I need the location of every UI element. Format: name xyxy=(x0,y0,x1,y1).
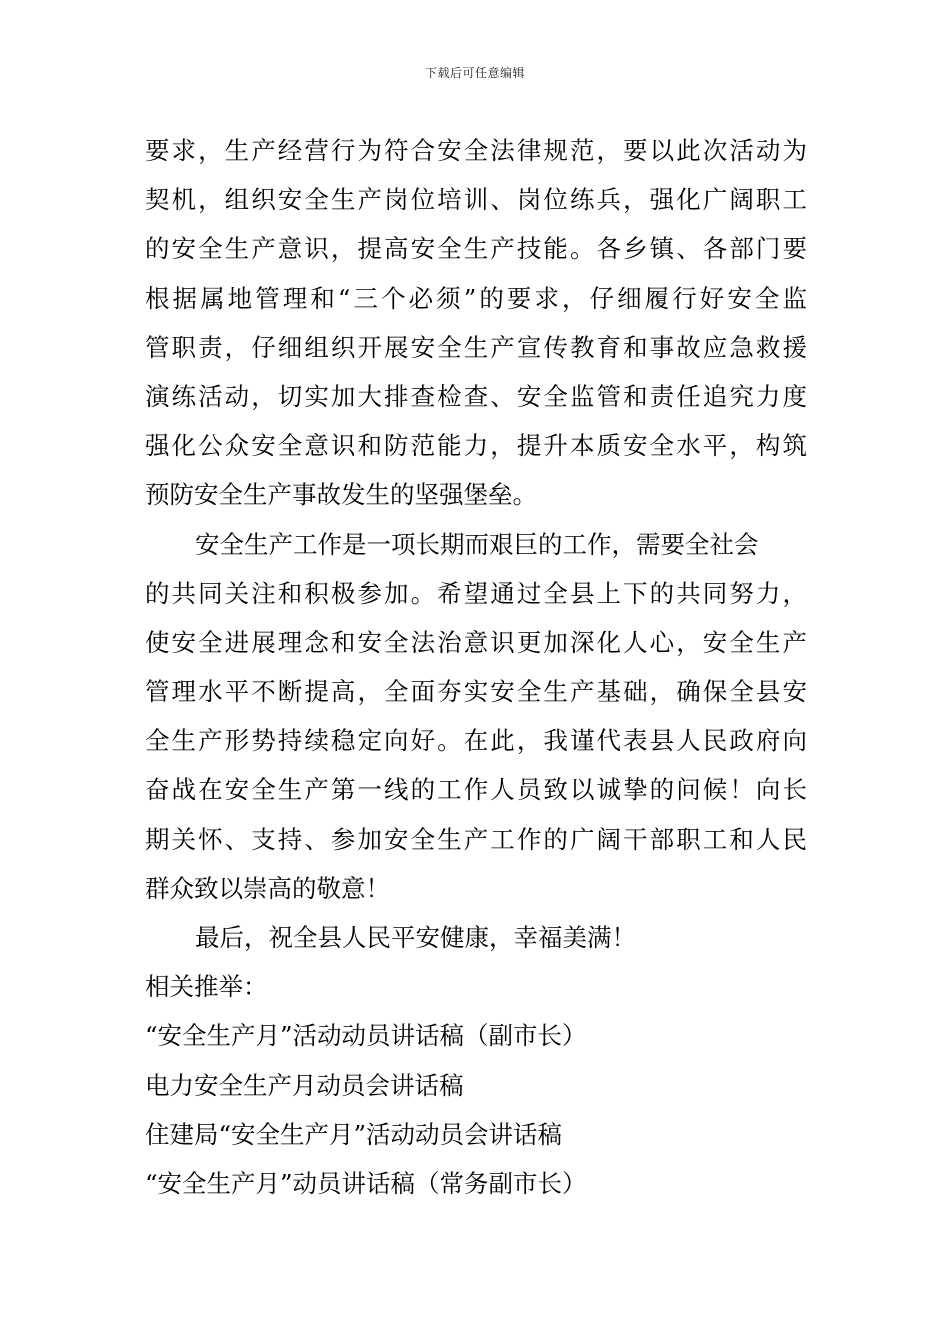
related-link[interactable]: “安全生产月”活动动员讲话稿（副市长） xyxy=(145,1021,587,1051)
paragraph-line: 全生产形势持续稳定向好。在此，我谨代表县人民政府向 xyxy=(145,726,807,756)
paragraph-line: 的安全生产意识，提高安全生产技能。各乡镇、各部门要 xyxy=(145,234,807,264)
paragraph-line: 群众致以崇高的敬意！ xyxy=(145,873,390,903)
paragraph-line: 期关怀、支持、参加安全生产工作的广阔干部职工和人民 xyxy=(145,824,807,854)
paragraph-line: 预防安全生产事故发生的坚强堡垒。 xyxy=(145,480,537,510)
related-link[interactable]: 住建局“安全生产月”活动动员会讲话稿 xyxy=(145,1119,563,1149)
paragraph-line: 奋战在安全生产第一线的工作人员致以诚挚的问候！向长 xyxy=(145,775,807,805)
related-heading: 相关推举： xyxy=(145,972,268,1002)
related-section xyxy=(145,962,807,1208)
page-header-note: 下载后可任意编辑 xyxy=(424,66,525,80)
paragraph-line: 最后，祝全县人民平安健康，幸福美满！ xyxy=(195,923,636,952)
paragraph-2 xyxy=(145,520,807,914)
document-body xyxy=(145,126,807,1208)
related-link[interactable]: 电力安全生产月动员会讲话稿 xyxy=(145,1070,464,1100)
paragraph-line: 管职责，仔细组织开展安全生产宣传教育和事故应急救援 xyxy=(145,332,807,362)
paragraph-line: 演练活动，切实加大排查检查、安全监管和责任追究力度 xyxy=(145,381,807,411)
paragraph-line: 契机，组织安全生产岗位培训、岗位练兵，强化广阔职工 xyxy=(145,185,807,215)
paragraph-line: 强化公众安全意识和防范能力，提升本质安全水平，构筑 xyxy=(145,431,807,461)
paragraph-line: 管理水平不断提高，全面夯实安全生产基础，确保全县安 xyxy=(145,677,807,707)
paragraph-line: 的共同关注和积极参加。希望通过全县上下的共同努力， xyxy=(145,578,807,608)
paragraph-line: 使安全进展理念和安全法治意识更加深化人心，安全生产 xyxy=(145,627,807,657)
paragraph-1 xyxy=(145,126,807,520)
paragraph-line: 安全生产工作是一项长期而艰巨的工作，需要全社会 xyxy=(195,529,759,559)
paragraph-3 xyxy=(145,913,807,962)
paragraph-line: 根据属地管理和“三个必须”的要求，仔细履行好安全监 xyxy=(145,283,807,313)
paragraph-line: 要求，生产经营行为符合安全法律规范，要以此次活动为 xyxy=(145,136,807,165)
related-link[interactable]: “安全生产月”动员讲话稿（常务副市长） xyxy=(145,1168,587,1198)
